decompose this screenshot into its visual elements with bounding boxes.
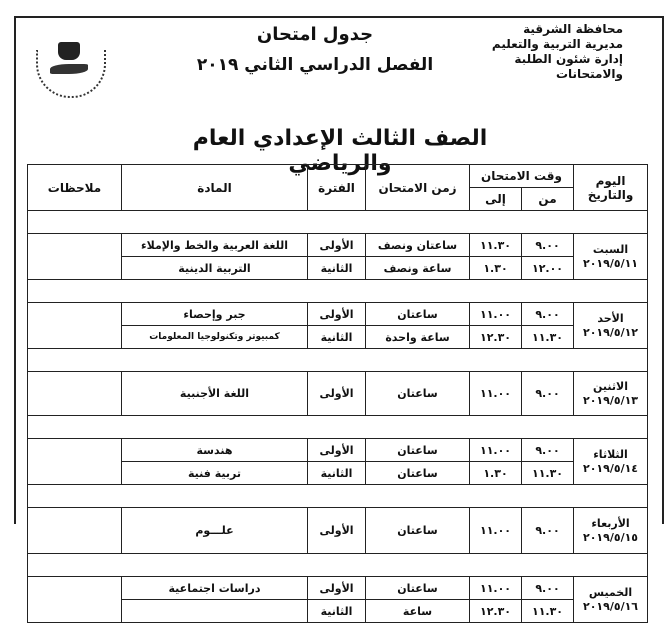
day-name: الثلاثاء — [593, 447, 628, 461]
day-date: ٢٠١٩/٥/١١ — [582, 256, 639, 270]
grade-title: الصف الثالث الإعدادي العام والرياضي — [192, 126, 488, 176]
duration-cell: ساعتان — [366, 303, 470, 326]
department-label: إدارة شئون الطلبة والامتحانات — [514, 52, 623, 81]
period-cell: الثانية — [308, 326, 366, 349]
duration-cell: ساعة ونصف — [366, 257, 470, 280]
duration-cell: ساعتان — [366, 508, 470, 554]
from-cell: ١١.٣٠ — [522, 462, 574, 485]
day-name: السبت — [592, 242, 629, 256]
duration-cell: ساعتان ونصف — [366, 234, 470, 257]
to-cell: ١.٣٠ — [470, 462, 522, 485]
day-cell — [574, 508, 648, 554]
day-name: الخميس — [588, 585, 633, 599]
to-cell: ١١.٠٠ — [470, 508, 522, 554]
day-name: الأربعاء — [591, 516, 630, 530]
period-cell: الأولى — [308, 577, 366, 600]
notes-cell — [28, 234, 122, 280]
day-cell — [574, 577, 648, 623]
col-period: الفترة — [308, 165, 366, 211]
col-notes: ملاحظات — [28, 165, 122, 211]
day-name: الاثنين — [593, 379, 628, 393]
period-cell: الأولى — [308, 372, 366, 416]
col-duration: زمن الامتحان — [366, 165, 470, 211]
subject-cell: هندسة — [122, 439, 308, 462]
page-title: جدول امتحان — [256, 24, 374, 45]
notes-cell — [28, 439, 122, 485]
subject-cell: التربية الدينية — [122, 257, 308, 280]
from-cell: ٩.٠٠ — [522, 234, 574, 257]
notes-cell — [28, 577, 122, 623]
from-cell: ١١.٣٠ — [522, 600, 574, 623]
day-date: ٢٠١٩/٥/١٤ — [582, 461, 639, 475]
table-row — [28, 372, 648, 416]
to-cell: ١١.٠٠ — [470, 439, 522, 462]
notes-cell — [28, 508, 122, 554]
to-cell: ١٢.٣٠ — [470, 326, 522, 349]
period-cell: الثانية — [308, 462, 366, 485]
period-cell: الأولى — [308, 234, 366, 257]
subject-cell — [122, 600, 308, 623]
issuer-stamp — [473, 22, 623, 82]
to-cell: ١٢.٣٠ — [470, 600, 522, 623]
directorate-label: مديرية التربية والتعليم — [491, 37, 623, 51]
to-cell: ١١.٠٠ — [470, 303, 522, 326]
to-cell: ١١.٣٠ — [470, 234, 522, 257]
period-cell: الأولى — [308, 303, 366, 326]
from-cell: ٩.٠٠ — [522, 508, 574, 554]
period-cell: الأولى — [308, 508, 366, 554]
subject-cell: تربية فنية — [122, 462, 308, 485]
header-row — [28, 165, 648, 188]
to-cell: ١١.٠٠ — [470, 372, 522, 416]
day-cell — [574, 234, 648, 280]
col-exam-time: وقت الامتحان — [470, 165, 574, 188]
table-row — [28, 508, 648, 554]
col-from: من — [522, 188, 574, 211]
duration-cell: ساعة — [366, 600, 470, 623]
day-cell — [574, 372, 648, 416]
day-date: ٢٠١٩/٥/١٣ — [582, 393, 639, 407]
duration-cell: ساعتان — [366, 439, 470, 462]
duration-cell: ساعتان — [366, 462, 470, 485]
day-date: ٢٠١٩/٥/١٥ — [582, 530, 639, 544]
subject-cell: دراسات اجتماعية — [122, 577, 308, 600]
duration-cell: ساعتان — [366, 577, 470, 600]
ministry-logo-icon — [34, 42, 104, 102]
title-block — [190, 24, 440, 75]
table-row — [28, 439, 648, 462]
day-cell — [574, 303, 648, 349]
col-subject: المادة — [122, 165, 308, 211]
subject-cell: اللغة الأجنبية — [122, 372, 308, 416]
from-cell: ١١.٣٠ — [522, 326, 574, 349]
governorate-label: محافظة الشرقية — [523, 22, 623, 36]
day-date: ٢٠١٩/٥/١٦ — [582, 599, 639, 613]
table-row — [28, 303, 648, 326]
semester-label: الفصل الدراسي الثاني ٢٠١٩ — [196, 55, 434, 75]
to-cell: ١١.٠٠ — [470, 577, 522, 600]
from-cell: ٩.٠٠ — [522, 372, 574, 416]
period-cell: الثانية — [308, 257, 366, 280]
day-name: الأحد — [597, 311, 624, 325]
notes-cell — [28, 372, 122, 416]
schedule-table — [27, 164, 648, 623]
col-to: إلى — [470, 188, 522, 211]
notes-cell — [28, 303, 122, 349]
col-day-date: اليوم والتاريخ — [574, 165, 648, 211]
from-cell: ١٢.٠٠ — [522, 257, 574, 280]
table-row — [28, 577, 648, 600]
subject-cell: اللغة العربية والخط والإملاء — [122, 234, 308, 257]
subject-cell: كمبيوتر وتكنولوجيا المعلومات — [122, 326, 308, 349]
from-cell: ٩.٠٠ — [522, 439, 574, 462]
from-cell: ٩.٠٠ — [522, 303, 574, 326]
subject-cell: علـــوم — [122, 508, 308, 554]
day-date: ٢٠١٩/٥/١٢ — [582, 325, 639, 339]
day-cell — [574, 439, 648, 485]
period-cell: الأولى — [308, 439, 366, 462]
period-cell: الثانية — [308, 600, 366, 623]
from-cell: ٩.٠٠ — [522, 577, 574, 600]
subject-cell: جبر وإحصاء — [122, 303, 308, 326]
table-row — [28, 234, 648, 257]
duration-cell: ساعة واحدة — [366, 326, 470, 349]
to-cell: ١.٣٠ — [470, 257, 522, 280]
duration-cell: ساعتان — [366, 372, 470, 416]
